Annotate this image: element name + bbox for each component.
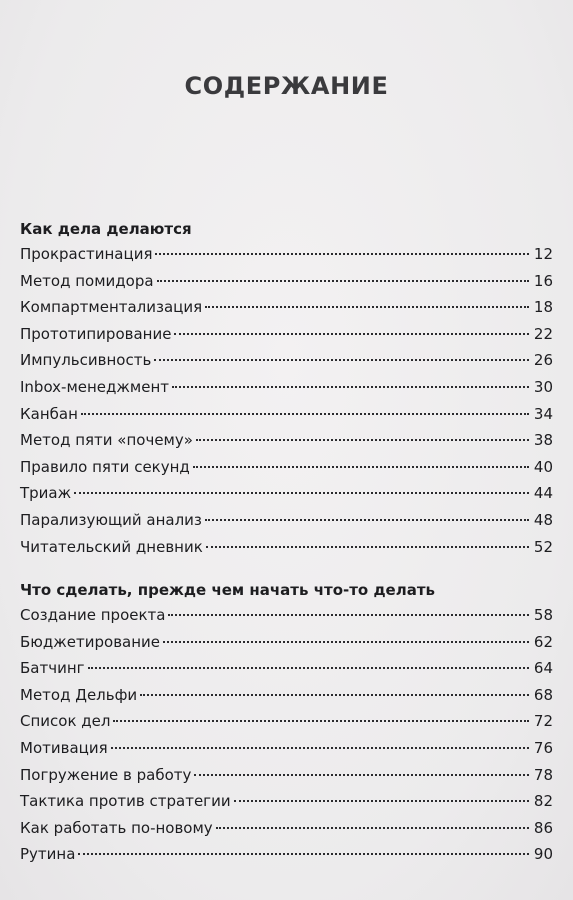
toc-section-1 [20, 217, 553, 560]
entry-page-number: 52 [533, 537, 553, 556]
toc-entry [20, 321, 553, 348]
entry-page-number: 90 [533, 845, 553, 864]
dot-leader [216, 827, 529, 829]
toc-entry [20, 655, 553, 682]
entry-page-number: 58 [533, 606, 553, 624]
entry-page-number: 48 [533, 510, 553, 529]
entry-title: Метод помидора [20, 271, 154, 290]
entry-page-number: 64 [533, 659, 553, 678]
entry-title: Как работать по-новому [20, 818, 213, 837]
toc-entry [20, 347, 553, 374]
dot-leader [154, 359, 529, 361]
toc-entry [20, 374, 553, 401]
entry-title: Канбан [20, 404, 78, 423]
dot-leader [205, 306, 529, 308]
dot-leader [81, 413, 529, 415]
toc-entry [20, 629, 553, 656]
entry-page-number: 30 [533, 377, 553, 396]
page-title: СОДЕРЖАНИЕ [184, 72, 389, 100]
dot-leader [168, 614, 529, 616]
entry-title: Парализующий анализ [20, 510, 202, 529]
toc-entry [20, 480, 553, 507]
dot-leader [194, 774, 529, 776]
dot-leader [140, 694, 529, 696]
entry-title: Inbox-менеджмент [20, 377, 170, 396]
entry-title: Тактика против стратегии [20, 792, 231, 811]
entry-title: Импульсивность [20, 351, 152, 370]
entry-title: Читательский дневник [20, 537, 203, 556]
dot-leader [174, 333, 529, 335]
entry-title: Рутина [20, 845, 76, 864]
entry-title: Компартментализация [20, 298, 203, 317]
toc-entry [20, 427, 553, 454]
entry-page-number: 68 [533, 685, 553, 704]
dot-leader [163, 641, 529, 643]
toc-entry [20, 268, 553, 295]
toc-entry [20, 507, 553, 534]
toc-entry [20, 815, 553, 842]
entry-page-number: 18 [533, 298, 553, 317]
toc-entry [20, 401, 553, 428]
dot-leader [157, 280, 529, 282]
section-heading: Что сделать, прежде чем начать что-то делать [20, 581, 436, 599]
section-heading: Как дела делаются [20, 220, 192, 238]
toc-entry [20, 708, 553, 735]
dot-leader [205, 519, 529, 521]
entry-title: Погружение в работу [20, 765, 192, 784]
toc-entry [20, 602, 553, 629]
toc-entry [20, 534, 553, 561]
toc-entry [20, 241, 553, 268]
entry-page-number: 62 [533, 632, 553, 651]
toc-entry [20, 762, 553, 789]
entry-page-number: 22 [533, 324, 553, 343]
entry-page-number: 86 [533, 818, 553, 837]
entry-page-number: 40 [533, 457, 553, 476]
toc-entry [20, 682, 553, 709]
entry-page-number: 72 [533, 712, 553, 731]
toc-entry [20, 294, 553, 321]
toc-entry [20, 735, 553, 762]
dot-leader [196, 439, 529, 441]
entry-page-number: 12 [533, 245, 553, 263]
entry-title: Мотивация [20, 738, 108, 757]
entry-page-number: 82 [533, 792, 553, 811]
dot-leader [111, 747, 529, 749]
dot-leader [78, 853, 529, 855]
entry-title: Триаж [20, 484, 72, 503]
entry-title: Бюджетирование [20, 632, 161, 651]
dot-leader [74, 492, 529, 494]
toc-entry [20, 454, 553, 481]
entry-page-number: 34 [533, 404, 553, 423]
entry-title: Список дел [20, 712, 111, 731]
entry-title: Прокрастинация [20, 245, 153, 263]
dot-leader [113, 720, 529, 722]
entry-page-number: 16 [533, 271, 553, 290]
toc-entry [20, 788, 553, 815]
dot-leader [234, 800, 529, 802]
dot-leader [193, 466, 529, 468]
dot-leader [155, 253, 529, 255]
entry-page-number: 26 [533, 351, 553, 370]
entry-title: Метод пяти «почему» [20, 431, 193, 450]
entry-page-number: 76 [533, 738, 553, 757]
entry-page-number: 78 [533, 765, 553, 784]
entry-title: Прототипирование [20, 324, 172, 343]
entry-title: Правило пяти секунд [20, 457, 190, 476]
dot-leader [172, 386, 529, 388]
entry-title: Батчинг [20, 659, 85, 678]
entry-title: Создание проекта [20, 606, 166, 624]
dot-leader [88, 667, 529, 669]
dot-leader [206, 546, 529, 548]
entry-page-number: 44 [533, 484, 553, 503]
entry-page-number: 38 [533, 431, 553, 450]
entry-title: Метод Дельфи [20, 685, 138, 704]
toc-section-2 [20, 578, 553, 868]
toc-entry [20, 841, 553, 868]
